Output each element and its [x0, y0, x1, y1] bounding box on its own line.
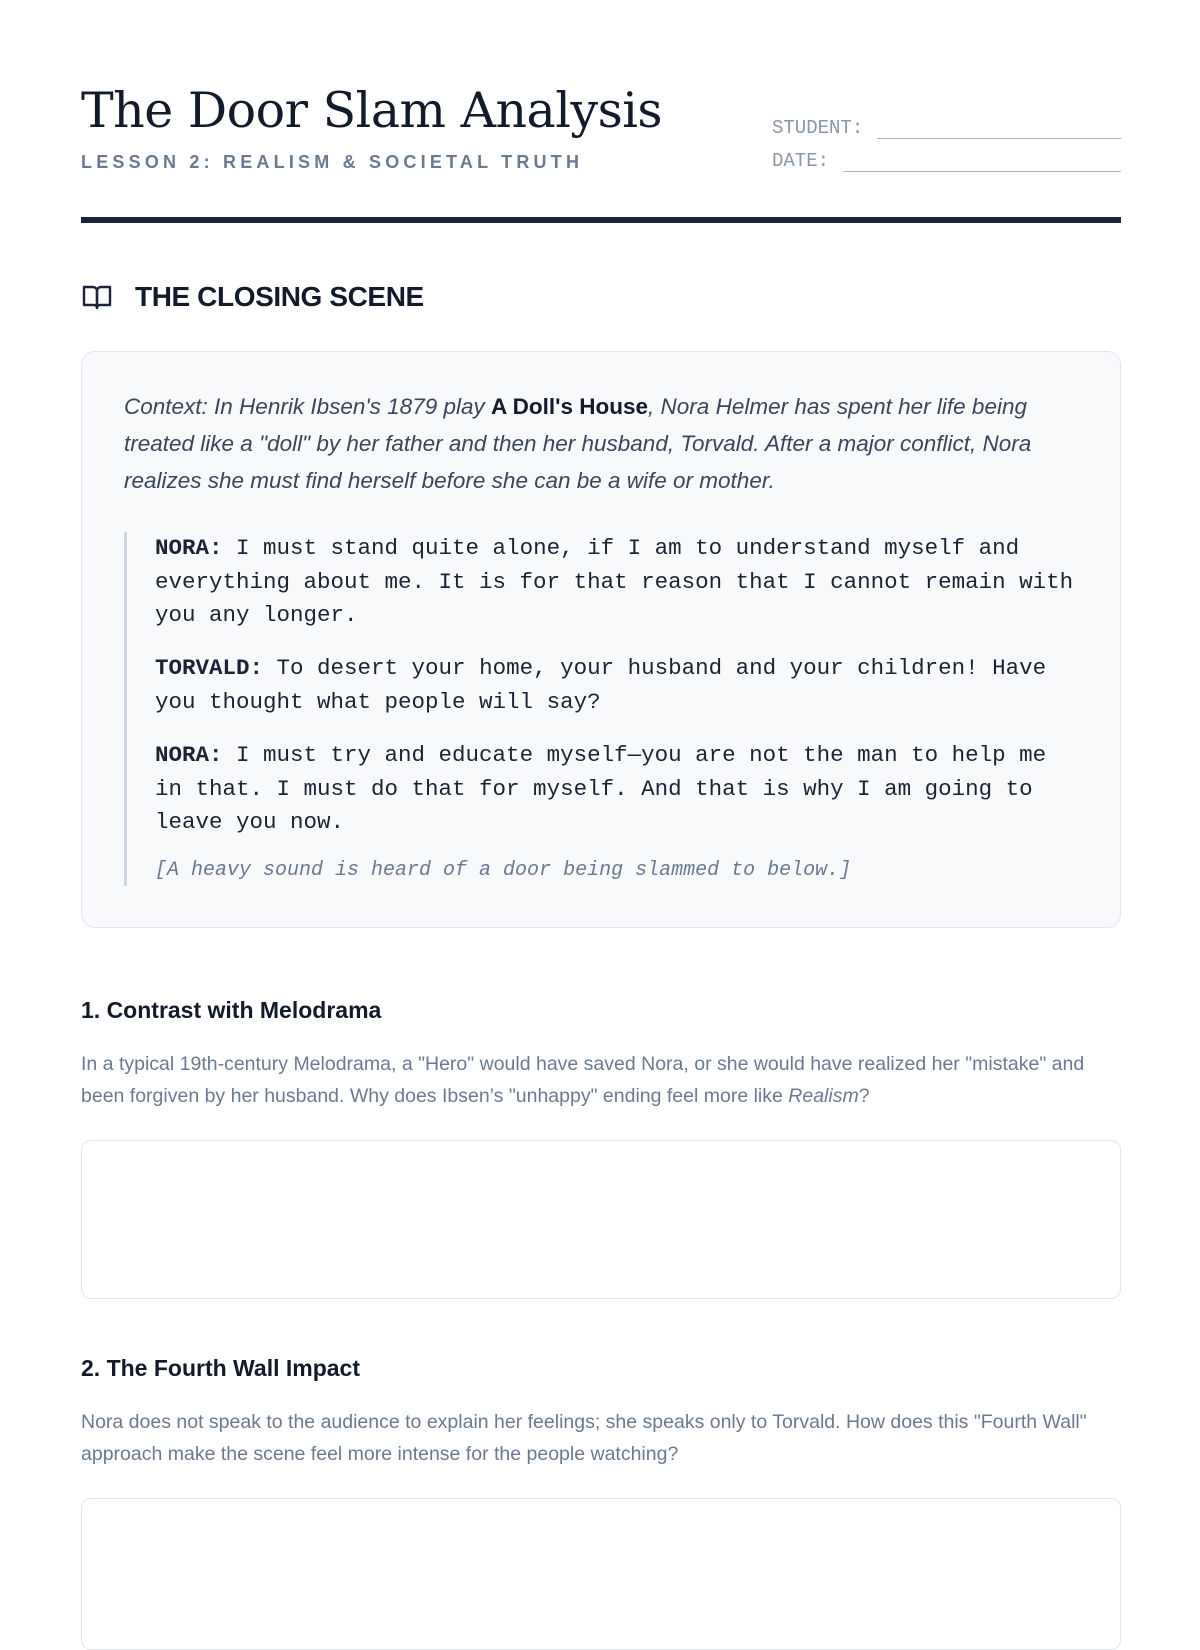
student-label: STUDENT:	[772, 117, 864, 139]
question-1-prompt-text: In a typical 19th-century Melodrama, a "Hero" would have saved Nora, or she would have realized her "mistake" and been forgiven by her husband. Why does Ibsen’s "unhappy" ending feel more like	[81, 1053, 1085, 1107]
context-prefix: Context: In Henrik Ibsen's 1879 play	[124, 394, 491, 419]
context-paragraph	[124, 388, 1084, 499]
dialogue-text: I must try and educate myself—you are not the man to help me in that. I must do that for myself. And that is why I am going to leave you now.	[155, 742, 1047, 835]
speaker-name: NORA:	[155, 535, 223, 561]
speaker-name: TORVALD:	[155, 655, 264, 681]
dialogue-line	[155, 652, 1077, 719]
context-suffix: , Nora Helmer has spent her life being treated like a "doll" by her father and then her husband, Torvald. After a major conflict, Nora realizes she must find herself before she can be a wife or mother.	[124, 394, 1032, 493]
section-title: THE CLOSING SCENE	[135, 281, 424, 312]
date-input-line[interactable]	[843, 153, 1121, 172]
section-heading	[81, 281, 424, 313]
question-1-emphasis: Realism	[788, 1085, 859, 1107]
question-2-prompt	[81, 1406, 1121, 1470]
student-field	[772, 117, 1121, 139]
date-field	[772, 150, 1121, 172]
speaker-name: NORA:	[155, 742, 223, 768]
question-2-prompt-text: Nora does not speak to the audience to explain her feelings; she speaks only to Torvald. How does this "Fourth Wall" approach make the scene feel more intense for the people watching?	[81, 1411, 1087, 1465]
closing-scene-card	[81, 351, 1121, 928]
question-1-answer-box[interactable]	[81, 1140, 1121, 1299]
lesson-subtitle: LESSON 2: REALISM & SOCIETAL TRUTH	[81, 152, 584, 172]
student-input-line[interactable]	[877, 120, 1121, 139]
dialogue-text: I must stand quite alone, if I am to understand myself and everything about me. It is for that reason that I cannot remain with you any longer.	[155, 535, 1074, 628]
question-2-answer-box[interactable]	[81, 1498, 1121, 1650]
play-title: A Doll's House	[491, 394, 649, 419]
book-open-icon	[81, 282, 113, 312]
dialogue-text: To desert your home, your husband and your children! Have you thought what people will say?	[155, 655, 1047, 715]
header-divider	[81, 217, 1121, 223]
date-label: DATE:	[772, 150, 830, 172]
stage-direction: [A heavy sound is heard of a door being slammed to below.]	[155, 859, 852, 882]
question-1-title: 1. Contrast with Melodrama	[81, 997, 382, 1023]
question-1-prompt	[81, 1048, 1121, 1112]
question-2-title: 2. The Fourth Wall Impact	[81, 1355, 360, 1381]
worksheet-page	[81, 0, 1121, 1465]
script-excerpt	[124, 532, 1074, 886]
dialogue-line	[155, 739, 1077, 840]
question-1-prompt-end: ?	[858, 1085, 870, 1107]
worksheet-header	[81, 0, 1121, 226]
page-title: The Door Slam Analysis	[81, 82, 663, 139]
dialogue-line	[155, 532, 1077, 633]
